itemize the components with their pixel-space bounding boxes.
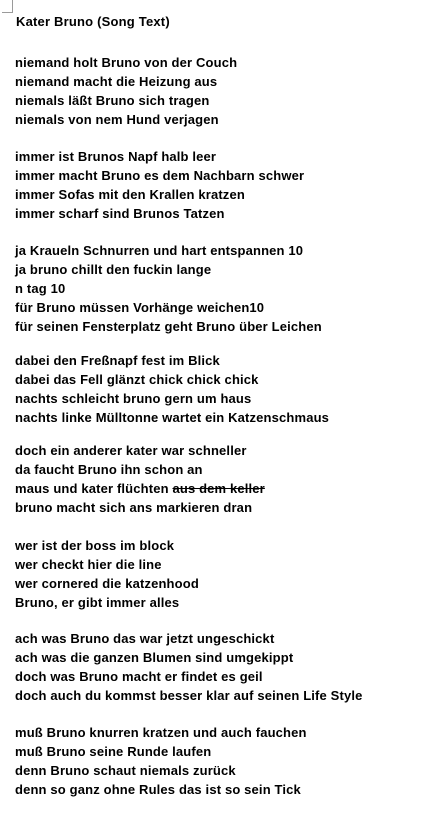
lyric-line: niemals läßt Bruno sich tragen [15,93,210,108]
lyric-line: ja bruno chillt den fuckin lange [15,262,212,277]
lyric-line: immer macht Bruno es dem Nachbarn schwer [15,168,305,183]
stanza-5 [15,441,265,517]
lyric-line: immer scharf sind Brunos Tatzen [15,206,225,221]
lyric-line: nachts schleicht bruno gern um haus [15,391,252,406]
lyric-line: ach was die ganzen Blumen sind umgekippt [15,650,294,665]
stanza-3 [15,241,322,336]
lyric-text: maus und kater flüchten [15,481,173,496]
lyric-line: doch ein anderer kater war schneller [15,443,247,458]
lyric-line: denn Bruno schaut niemals zurück [15,763,236,778]
lyric-line: wer ist der boss im block [15,538,175,553]
lyric-line: bruno macht sich ans markieren dran [15,500,253,515]
stanza-8 [15,723,307,799]
lyric-line: n tag 10 [15,281,66,296]
lyric-line: Bruno, er gibt immer alles [15,595,180,610]
lyric-line: denn so ganz ohne Rules das ist so sein Tick [15,782,301,797]
lyric-line: für seinen Fensterplatz geht Bruno über Leichen [15,319,322,334]
lyric-line: dabei das Fell glänzt chick chick chick [15,372,259,387]
lyric-line: muß Bruno seine Runde laufen [15,744,212,759]
lyric-line: für Bruno müssen Vorhänge weichen10 [15,300,265,315]
lyric-line: niemals von nem Hund verjagen [15,112,219,127]
stanza-1 [15,53,237,129]
lyric-line: da faucht Bruno ihn schon an [15,462,203,477]
lyric-line-with-strikethrough [15,479,265,498]
lyric-line: niemand holt Bruno von der Couch [15,55,238,70]
document-title: Kater Bruno (Song Text) [16,14,170,29]
lyric-line: ja Kraueln Schnurren und hart entspannen 10 [15,243,304,258]
lyric-line: wer cornered die katzenhood [15,576,199,591]
lyric-line: nachts linke Mülltonne wartet ein Katzenschmaus [15,410,330,425]
lyric-line: doch was Bruno macht er findet es geil [15,669,263,684]
page-corner-mark [2,0,13,13]
stanza-2 [15,147,304,223]
lyric-line: immer ist Brunos Napf halb leer [15,149,217,164]
lyric-line: dabei den Freßnapf fest im Blick [15,353,220,368]
lyric-line: ach was Bruno das war jetzt ungeschickt [15,631,275,646]
stanza-4 [15,351,329,427]
lyric-line: niemand macht die Heizung aus [15,74,218,89]
stanza-7 [15,629,363,705]
stanza-6 [15,536,199,612]
lyric-line: doch auch du kommst besser klar auf seinen Life Style [15,688,363,703]
struck-text: aus dem keller [172,481,265,496]
lyric-line: wer checkt hier die line [15,557,162,572]
lyric-line: immer Sofas mit den Krallen kratzen [15,187,245,202]
lyric-line: muß Bruno knurren kratzen und auch fauchen [15,725,307,740]
